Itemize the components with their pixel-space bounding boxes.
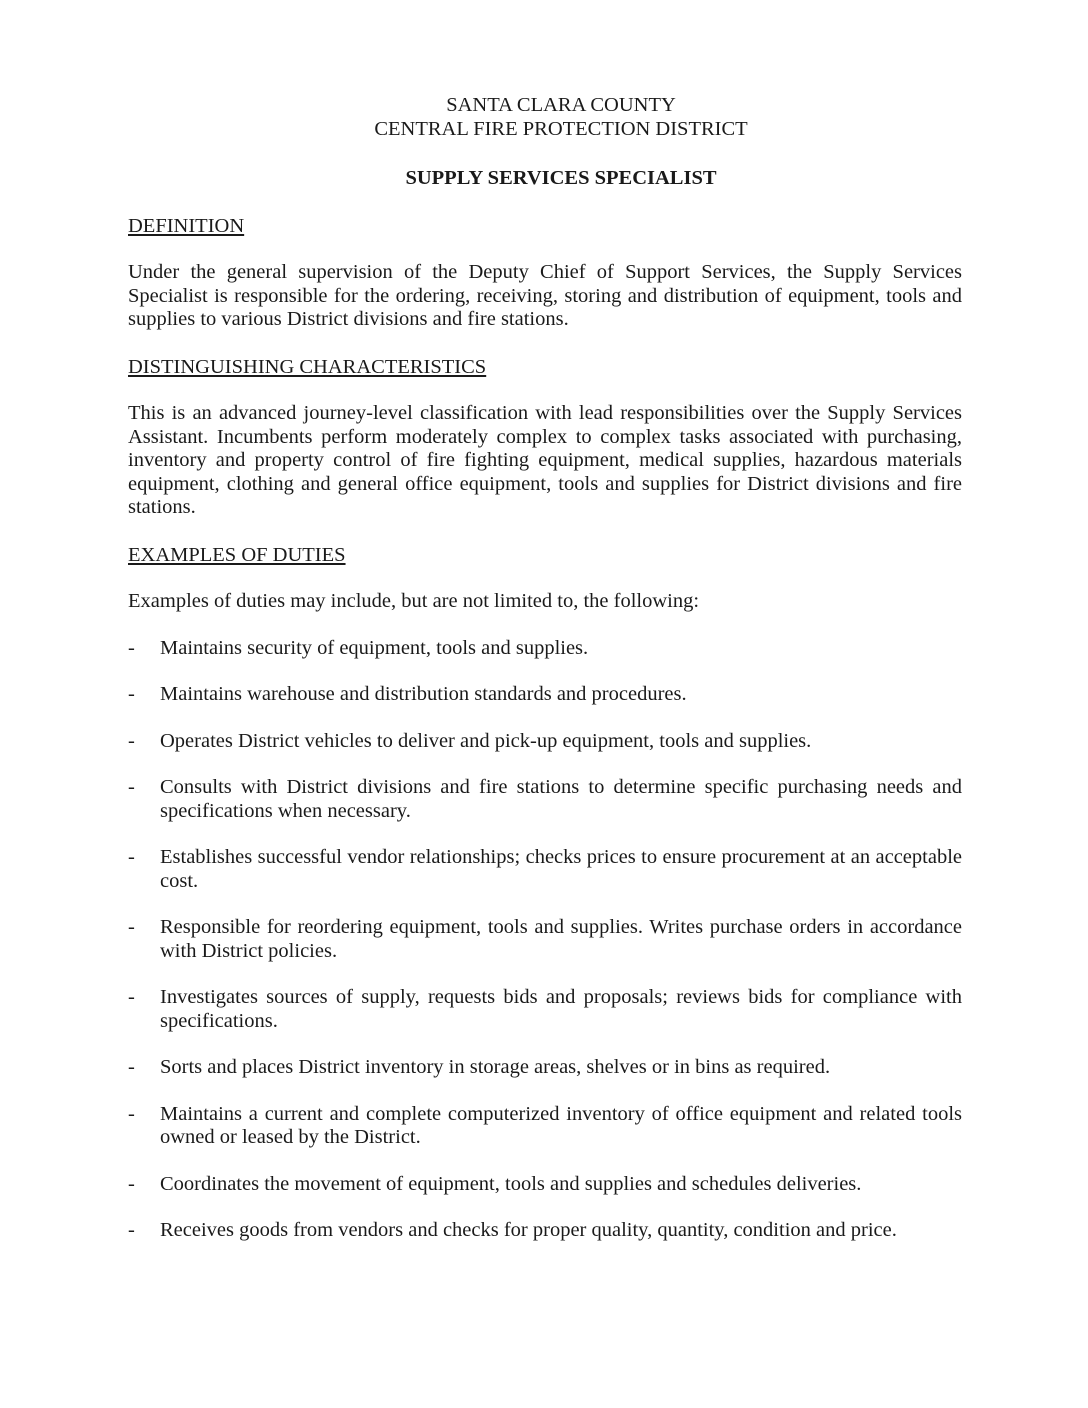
duty-item xyxy=(128,846,962,893)
list-bullet: - xyxy=(128,1219,135,1241)
duty-text: Investigates sources of supply, requests bids and proposals; reviews bids for compliance with specifications. xyxy=(160,986,962,1032)
duty-text: Responsible for reordering equipment, tools and supplies. Writes purchase orders in accordance with District policies. xyxy=(160,916,962,962)
duty-item xyxy=(128,637,962,661)
list-bullet: - xyxy=(128,1056,135,1078)
distinguishing-heading: DISTINGUISHING CHARACTERISTICS xyxy=(128,355,487,378)
duty-item xyxy=(128,1173,962,1197)
duty-item xyxy=(128,683,962,707)
duty-text: Consults with District divisions and fire stations to determine specific purchasing needs and specifications when necessary. xyxy=(160,776,962,822)
duty-text: Establishes successful vendor relationships; checks prices to ensure procurement at an acceptable cost. xyxy=(160,846,962,892)
duties-list xyxy=(128,637,962,1243)
duty-text: Operates District vehicles to deliver and pick-up equipment, tools and supplies. xyxy=(160,729,812,752)
distinguishing-text: This is an advanced journey-level classification with lead responsibilities over the Supply Services Assistant. Incumbents perform moderately complex to complex tasks associated with purchasing, inventory and property control of fire fighting equipment, medical supplies, hazardous materials equipment, clothing and general office equipment, tools and supplies for District divisions and fire stations. xyxy=(128,402,962,518)
duty-text: Maintains warehouse and distribution standards and procedures. xyxy=(160,683,687,705)
list-bullet: - xyxy=(128,683,135,705)
duty-text: Sorts and places District inventory in storage areas, shelves or in bins as required. xyxy=(160,1056,831,1078)
list-bullet: - xyxy=(128,1172,135,1195)
list-bullet: - xyxy=(128,986,135,1008)
list-bullet: - xyxy=(128,776,135,798)
list-bullet: - xyxy=(128,636,135,659)
district-name: CENTRAL FIRE PROTECTION DISTRICT xyxy=(374,117,748,140)
list-bullet: - xyxy=(128,1102,135,1125)
list-bullet: - xyxy=(128,916,135,938)
duty-item xyxy=(128,730,962,754)
duties-heading: EXAMPLES OF DUTIES xyxy=(128,543,346,566)
duty-item xyxy=(128,1056,962,1080)
definition-text: Under the general supervision of the Deputy Chief of Support Services, the Supply Services Specialist is responsible for the ordering, receiving, storing and distribution of equipment, tools and supplies to various District divisions and fire stations. xyxy=(128,261,962,330)
list-bullet: - xyxy=(128,846,135,868)
duty-item xyxy=(128,916,962,963)
job-title: SUPPLY SERVICES SPECIALIST xyxy=(405,167,717,189)
duty-item xyxy=(128,986,962,1033)
duty-item xyxy=(128,776,962,823)
duty-text: Coordinates the movement of equipment, tools and supplies and schedules deliveries. xyxy=(160,1172,862,1195)
duty-text: Receives goods from vendors and checks for proper quality, quantity, condition and price. xyxy=(160,1219,897,1241)
duty-item xyxy=(128,1219,962,1243)
duties-intro: Examples of duties may include, but are not limited to, the following: xyxy=(128,590,700,612)
organization-name: SANTA CLARA COUNTY xyxy=(446,94,676,116)
list-bullet: - xyxy=(128,729,135,752)
duty-item xyxy=(128,1103,962,1150)
duty-text: Maintains security of equipment, tools and supplies. xyxy=(160,636,589,659)
duty-text: Maintains a current and complete computerized inventory of office equipment and related tools owned or leased by the District. xyxy=(160,1102,962,1148)
definition-heading: DEFINITION xyxy=(128,214,245,237)
